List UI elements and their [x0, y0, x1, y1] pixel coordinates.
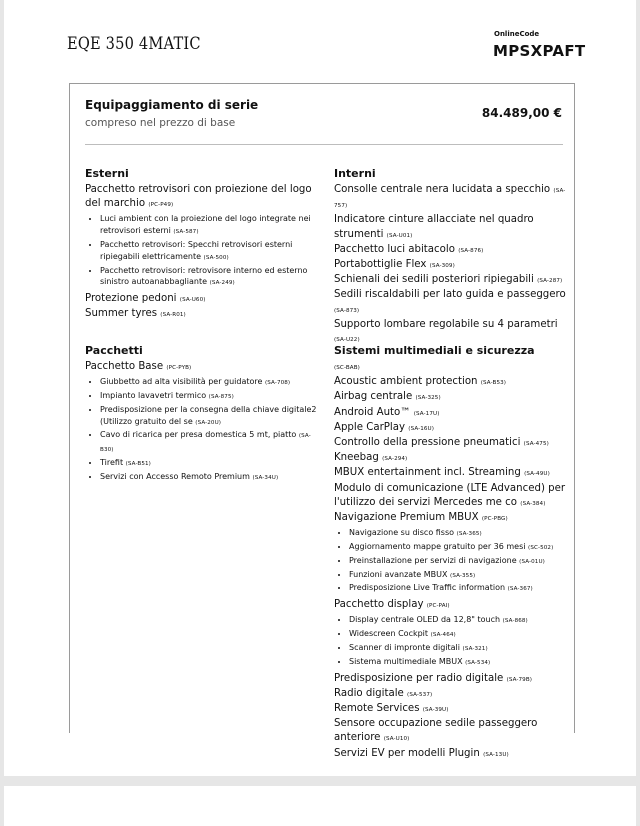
list-item: Sensore occupazione sedile passeggero anteriore (SA-U10) [334, 718, 538, 744]
sub-list [334, 614, 569, 669]
list-item: Sedili riscaldabili per lato guida e passeggero (SA-873) [334, 289, 566, 314]
list-item: Pacchetto retrovisori con proiezione del logo del marchio (PC-P49) [85, 184, 312, 210]
list-item: • Servizi con Accesso Remoto Premium (SA-34U) [100, 471, 320, 485]
list-item: Supporto lombare regolabile su 4 parametri (SA-U22) [334, 318, 558, 344]
section-title: Interni [334, 167, 376, 180]
section-multimedia [334, 344, 569, 762]
list-item: Controllo della pressione pneumatici (SA-475) [334, 437, 549, 449]
list-item: • Giubbetto ad alta visibilità per guidatore (SA-708) [100, 376, 320, 390]
list-item: Portabottiglie Flex (SA-309) [334, 259, 455, 271]
list-item: Servizi EV per modelli Plugin (SA-13U) [334, 747, 509, 759]
list-item: • Sistema multimediale MBUX (SA-534) [349, 656, 569, 670]
list-item: • Scanner di impronte digitali (SA-321) [349, 642, 569, 656]
list-item: • Cavo di ricarica per presa domestica 5 mt, piatto (SA-B30) [100, 429, 320, 457]
list-item: Indicatore cinture allacciate nel quadro strumenti (SA-U01) [334, 214, 534, 240]
list-item: Kneebag (SA-294) [334, 452, 408, 464]
list-item: Acoustic ambient protection (SA-B53) [334, 376, 507, 388]
list-item: Consolle centrale nera lucidata a specchio (SA-757) [334, 184, 566, 210]
list-item: Android Auto™ (SA-17U) [334, 406, 440, 418]
list-item: Pacchetto display (PC-PAI) [334, 599, 450, 611]
list-item: • Aggiornamento mappe gratuito per 36 mesi (SC-502) [349, 541, 569, 555]
list-item: • Widescreen Cockpit (SA-464) [349, 628, 569, 642]
list-item: • Display centrale OLED da 12,8" touch (SA-868) [349, 614, 569, 628]
next-page [4, 786, 636, 826]
base-price: 84.489,00 € [481, 106, 562, 120]
list-item: • Pacchetto retrovisori: Specchi retrovisori esterni ripiegabili elettricamente (SA-500) [100, 239, 320, 265]
list-item: • Impianto lavavetri termico (SA-875) [100, 390, 320, 404]
online-code: MPSXPAFT [493, 42, 586, 60]
section-esterni [85, 167, 320, 323]
list-item: Radio digitale (SA-537) [334, 687, 433, 699]
section-code: (SC-BAB) [334, 365, 360, 371]
list-item: MBUX entertainment incl. Streaming (SA-49U) [334, 467, 550, 479]
list-item: • Luci ambient con la proiezione del logo integrate nei retrovisori esterni (SA-587) [100, 213, 320, 239]
list-item: • Predisposizione per la consegna della chiave digitale2 (Utilizzo gratuito del se (SA-20U) [100, 404, 320, 430]
list-item: Apple CarPlay (SA-16U) [334, 421, 435, 433]
list-item: • Navigazione su disco fisso (SA-365) [349, 527, 569, 541]
section-interni [334, 167, 569, 347]
list-item: • Funzioni avanzate MBUX (SA-355) [349, 569, 569, 583]
list-item: • Pacchetto retrovisori: retrovisore interno ed esterno sinistro autoanabbagliante (SA-249) [100, 265, 320, 291]
list-item: • Predisposizione Live Traffic information (SA-367) [349, 582, 569, 596]
list-item: Remote Services (SA-39U) [334, 703, 449, 715]
online-code-label: OnlineCode [494, 30, 540, 38]
list-item: • Tirefit (SA-B51) [100, 457, 320, 471]
sub-list [85, 376, 320, 484]
sub-list [334, 527, 569, 596]
list-item: Summer tyres (SA-R01) [85, 308, 186, 320]
list-item: Pacchetto Base (PC-PYB) [85, 361, 192, 372]
list-item: Navigazione Premium MBUX (PC-PBG) [334, 512, 508, 524]
list-item: Airbag centrale (SA-325) [334, 391, 441, 403]
list-item: • Preinstallazione per servizi di navigazione (SA-01U) [349, 555, 569, 569]
list-item: Protezione pedoni (SA-U60) [85, 293, 206, 305]
section-pacchetti [85, 344, 320, 487]
section-title: Pacchetti [85, 344, 143, 357]
equipment-title: Equipaggiamento di serie [85, 98, 259, 112]
list-item: Predisposizione per radio digitale (SA-79B) [334, 672, 533, 684]
section-title: Esterni [85, 167, 129, 180]
list-item: Modulo di comunicazione (LTE Advanced) per l'utilizzo dei servizi Mercedes me co (SA-384) [334, 482, 566, 508]
document-page [4, 0, 636, 776]
list-item: Schienali dei sedili posteriori ripiegabili (SA-287) [334, 274, 563, 286]
divider [85, 144, 563, 145]
sub-list [85, 213, 320, 290]
model-name: EQE 350 4MATIC [67, 34, 201, 54]
section-title: Sistemi multimediali e sicurezza [334, 344, 535, 357]
equipment-box [69, 83, 575, 759]
list-item: Pacchetto luci abitacolo (SA-876) [334, 243, 484, 255]
equipment-subtitle: compreso nel prezzo di base [85, 117, 236, 129]
